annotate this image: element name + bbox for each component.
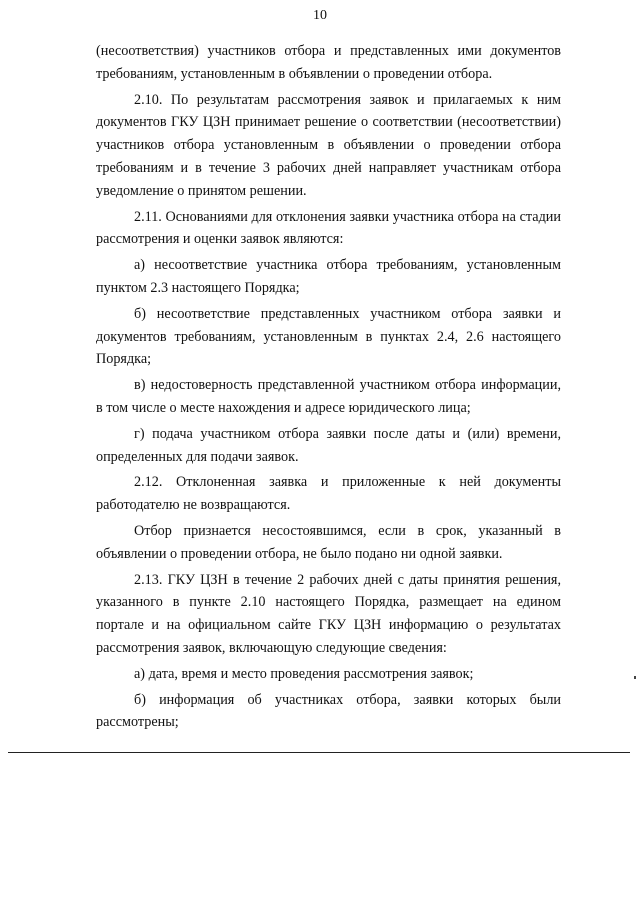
page-number: 10 (313, 8, 327, 23)
paragraph-2-11-g: г) подача участником отбора заявки после даты и (или) времени, определенных для подачи заявок. (96, 425, 561, 465)
paragraph-2-12-note: Отбор признается несостоявшимся, если в срок, указанный в объявлении о проведении отбора, не было подано ни одной заявки. (96, 522, 561, 562)
paragraph-2-11-a: а) несоответствие участника отбора требованиям, установленным пунктом 2.3 настоящего Порядка; (96, 257, 561, 296)
scan-edge-mark (634, 676, 636, 679)
footer-divider (8, 752, 630, 753)
paragraph-2-11: 2.11. Основаниями для отклонения заявки участника отбора на стадии рассмотрения и оценки заявок являются: (96, 208, 561, 248)
paragraph-2-12: 2.12. Отклоненная заявка и приложенные к ней документы работодателю не возвращаются. (96, 474, 561, 514)
document-body (96, 40, 561, 734)
paragraph-continuation: (несоответствия) участников отбора и представленных ими документов требованиям, установленным в объявлении о проведении отбора. (96, 43, 561, 82)
paragraph-2-13-a: а) дата, время и место проведения рассмотрения заявок; (134, 665, 474, 682)
paragraph-2-10: 2.10. По результатам рассмотрения заявок и прилагаемых к ним документов ГКУ ЦЗН принимает решение о соответствии (несоответствии) участников отбора установленным в объявлении о проведении отбора требованиям и в течение 3 рабочих дней направляет участникам отбора уведомление о принятом решении. (96, 91, 561, 199)
paragraph-2-13: 2.13. ГКУ ЦЗН в течение 2 рабочих дней с даты принятия решения, указанного в пункте 2.10 настоящего Порядка, размещает на едином портале и на официальном сайте ГКУ ЦЗН информацию о результатах рассмотрения заявок, включающую следующие сведения: (96, 571, 561, 656)
paragraph-2-11-v: в) недостоверность представленной участником отбора информации, в том числе о месте нахождения и адресе юридического лица; (96, 377, 561, 416)
paragraph-2-11-b: б) несоответствие представленных участником отбора заявки и документов требованиям, установленным в пунктах 2.4, 2.6 настоящего Порядка; (96, 305, 561, 368)
paragraph-2-13-b: б) информация об участниках отбора, заявки которых были рассмотрены; (96, 691, 561, 731)
